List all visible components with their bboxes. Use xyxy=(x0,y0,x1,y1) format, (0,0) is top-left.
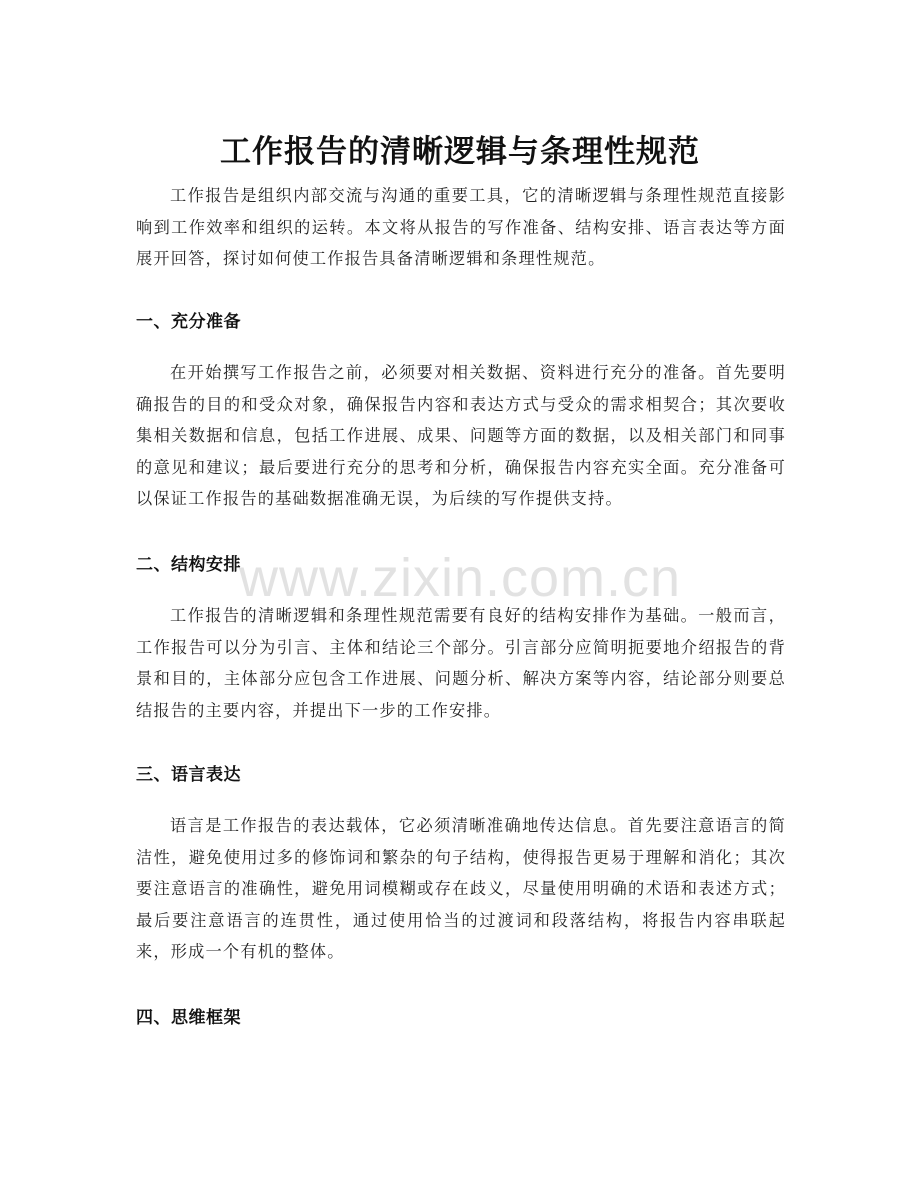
section-body-language: 语言是工作报告的表达载体，它必须清晰准确地传达信息。首先要注意语言的简洁性，避免使用过多的修饰词和繁杂的句子结构，使得报告更易于理解和消化；其次要注意语言的准确性，避免用词模糊或存在歧义，尽量使用明确的术语和表述方式；最后要注意语言的连贯性，通过使用恰当的过渡词和段落结构，将报告内容串联起来，形成一个有机的整体。 xyxy=(136,816,786,961)
intro-paragraph: 工作报告是组织内部交流与沟通的重要工具，它的清晰逻辑与条理性规范直接影响到工作效率和组织的运转。本文将从报告的写作准备、结构安排、语言表达等方面展开回答，探讨如何使工作报告具备清晰逻辑和条理性规范。 xyxy=(136,186,786,268)
watermark: www.zixin.com.cn xyxy=(238,548,682,608)
section-heading-thinking-framework: 四、思维框架 xyxy=(136,1008,241,1028)
section-heading-preparation: 一、充分准备 xyxy=(136,312,241,332)
section-body-preparation: 在开始撰写工作报告之前，必须要对相关数据、资料进行充分的准备。首先要明确报告的目的和受众对象，确保报告内容和表达方式与受众的需求相契合；其次要收集相关数据和信息，包括工作进展、成果、问题等方面的数据，以及相关部门和同事的意见和建议；最后要进行充分的思考和分析，确保报告内容充实全面。充分准备可以保证工作报告的基础数据准确无误，为后续的写作提供支持。 xyxy=(136,363,786,508)
section-heading-language: 三、语言表达 xyxy=(136,765,241,785)
section-heading-structure: 二、结构安排 xyxy=(136,555,241,575)
section-body-structure: 工作报告的清晰逻辑和条理性规范需要有良好的结构安排作为基础。一般而言，工作报告可以分为引言、主体和结论三个部分。引言部分应简明扼要地介绍报告的背景和目的，主体部分应包含工作进展、问题分析、解决方案等内容，结论部分则要总结报告的主要内容，并提出下一步的工作安排。 xyxy=(136,606,786,720)
document-title: 工作报告的清晰逻辑与条理性规范 xyxy=(220,133,700,170)
